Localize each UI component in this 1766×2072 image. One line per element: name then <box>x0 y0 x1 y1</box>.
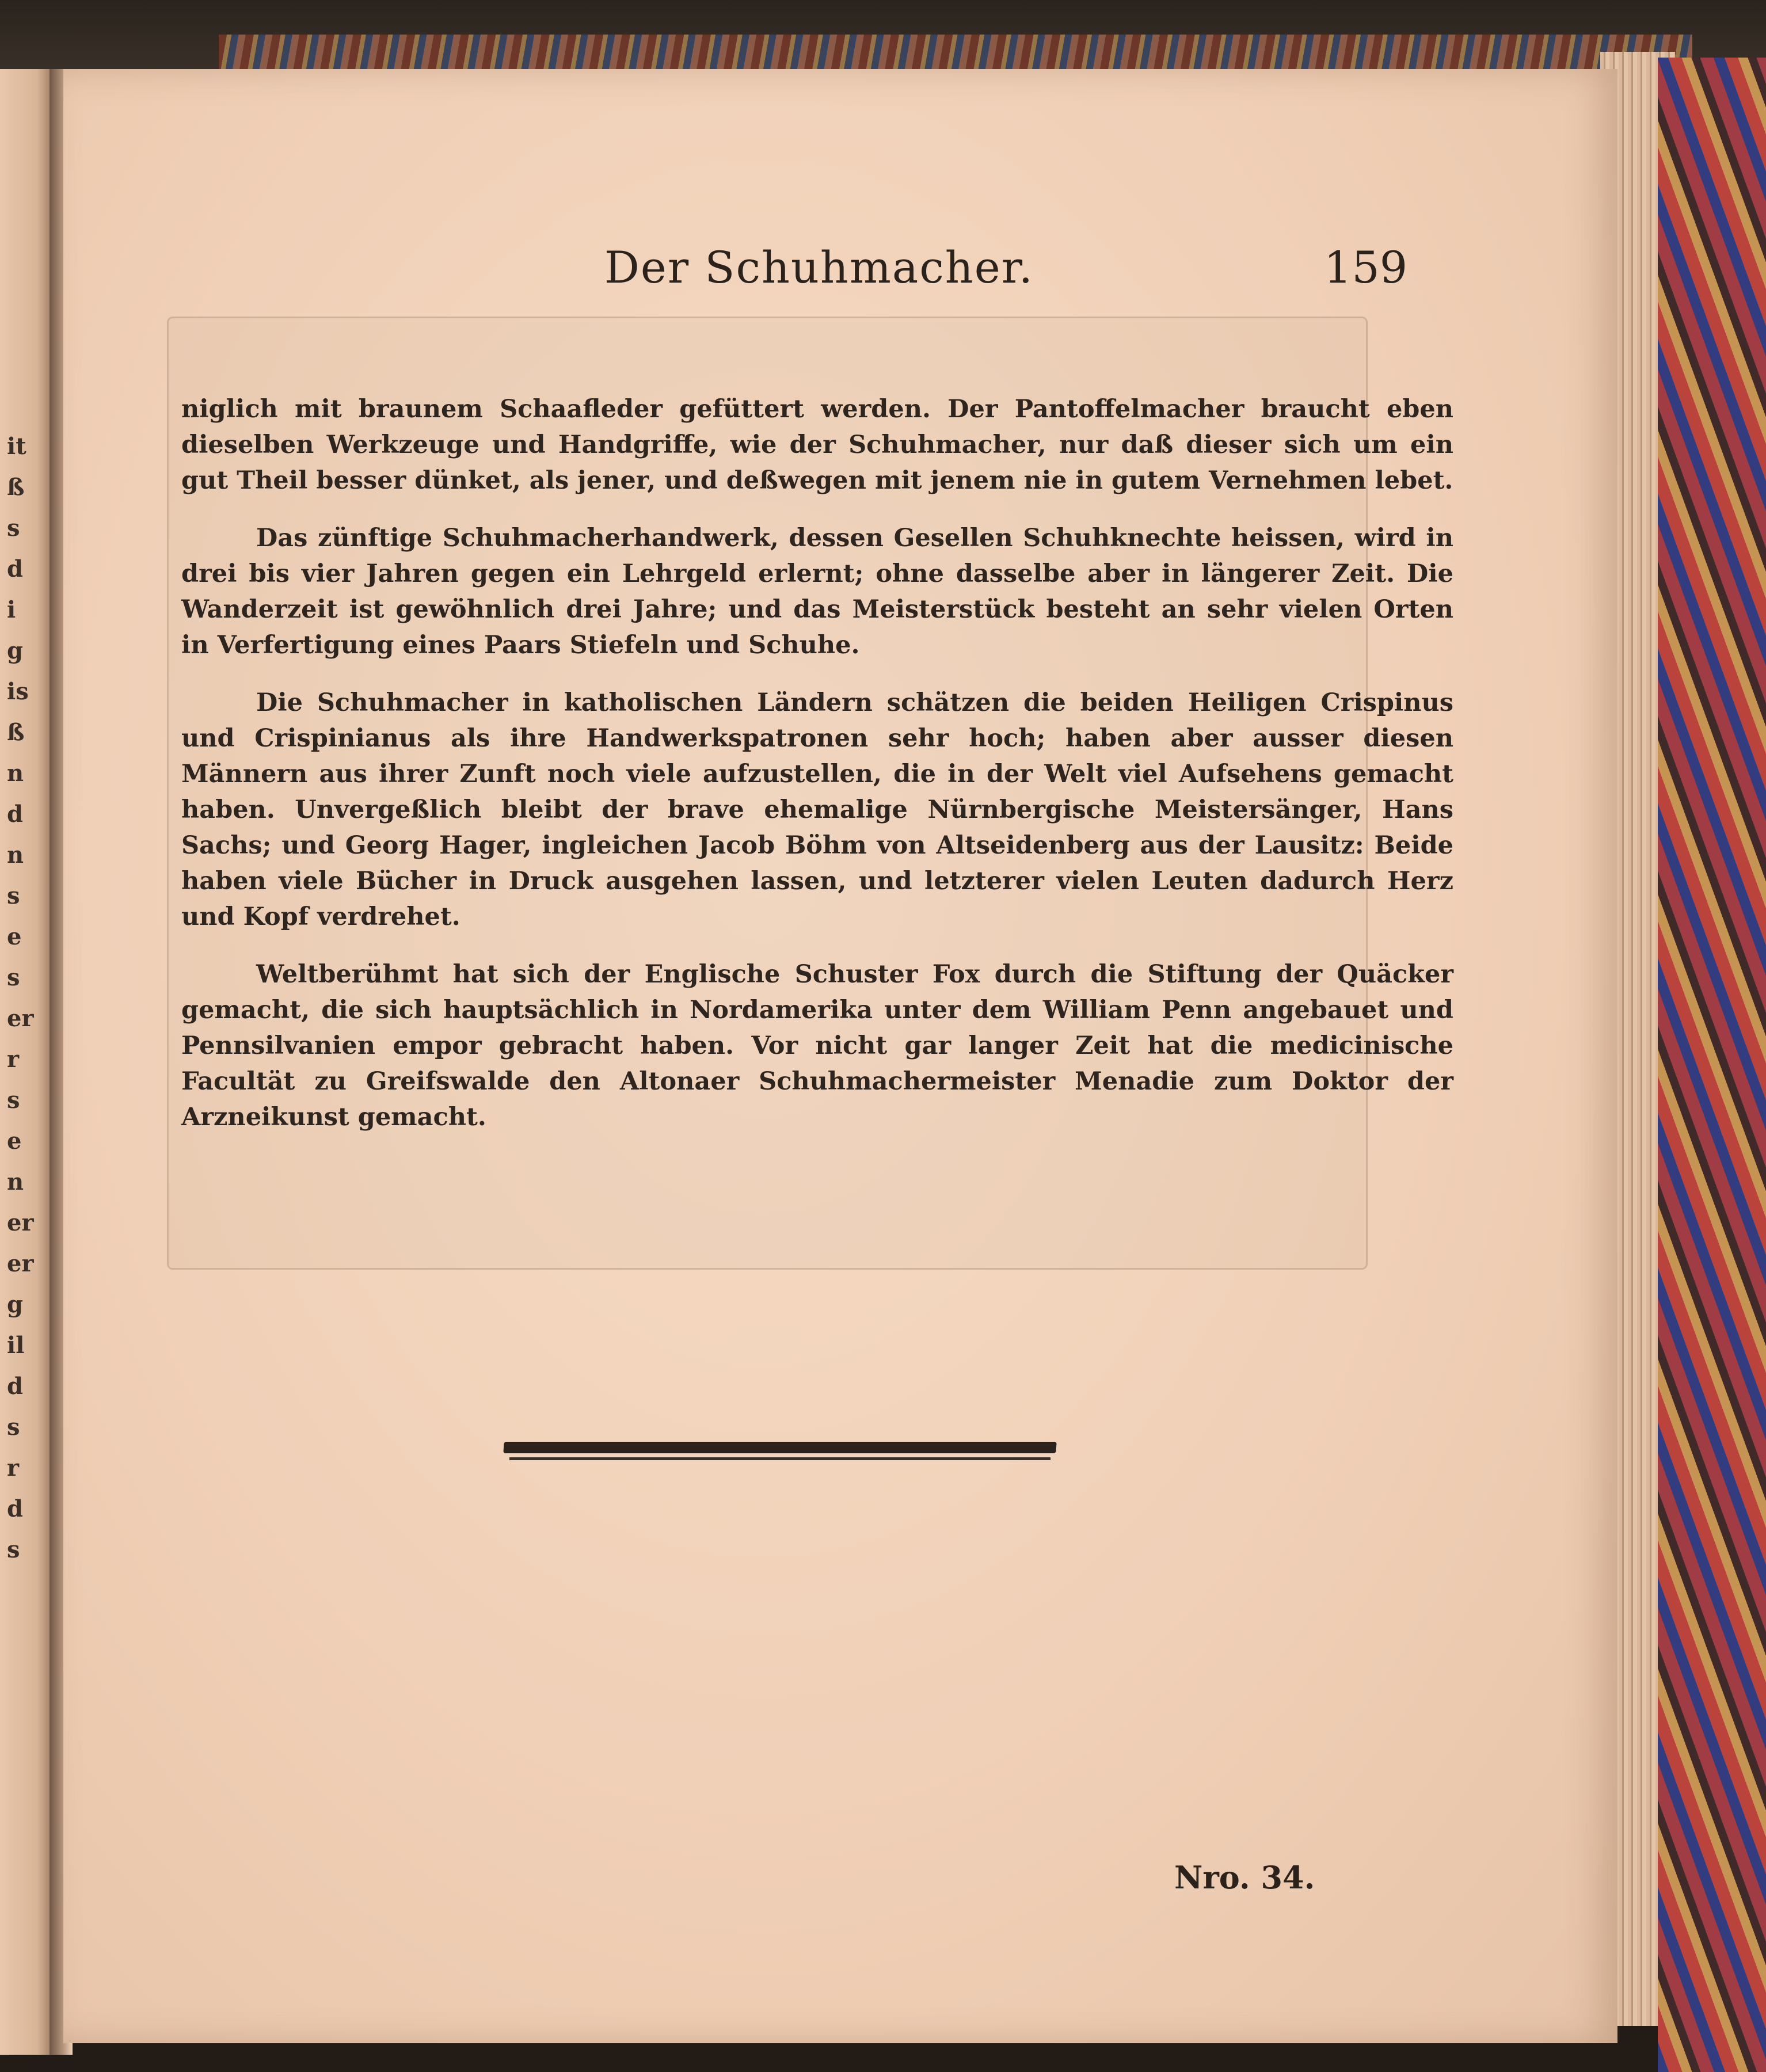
left-fragment: ß <box>7 474 25 501</box>
left-fragment: er <box>7 1250 34 1277</box>
catchword: Nro. 34. <box>1174 1859 1315 1896</box>
paragraph: Weltberühmt hat sich der Englische Schuster Fox durch die Stiftung der Quäcker gemacht, die sich hauptsächlich in Nordamerika unter dem William Penn angebauet und Pennsilvanien empor gebracht haben. Vor nicht gar langer Zeit hat die medicinische Facultät zu Greifswalde den Altonaer Schuhmachermeister Menadie zum Doktor der Arzneikunst gemacht. <box>181 960 1453 1132</box>
running-head <box>63 242 1583 305</box>
body-text <box>181 391 1453 1157</box>
left-fragment: il <box>7 1332 25 1359</box>
page-title: Der Schuhmacher. <box>604 242 1034 293</box>
left-page-text-fragments <box>7 426 47 1570</box>
page-number: 159 <box>1324 242 1408 293</box>
left-fragment: n <box>7 760 24 787</box>
section-rule-thin <box>509 1457 1051 1460</box>
right-page <box>63 69 1617 2043</box>
left-fragment: er <box>7 1005 34 1032</box>
left-fragment: d <box>7 1373 23 1400</box>
left-fragment: i <box>7 596 16 623</box>
left-fragment: s <box>7 1536 20 1563</box>
paragraph: Die Schuhmacher in katholischen Ländern schätzen die beiden Heiligen Crispinus und Crispinianus als ihre Handwerkspatronen sehr hoch; haben aber ausser diesen Männern aus ihrer Zunft noch viele aufzustellen, die in der Welt viel Aufsehens gemacht haben. Unvergeßlich bleibt der brave ehemalige Nürnbergische Meistersänger, Hans Sachs; und Georg Hager, ingleichen Jacob Böhm von Altseidenberg aus der Lausitz: Beide haben viele Bücher in Druck ausgehen lassen, und letzterer vielen Leuten dadurch Herz und Kopf verdrehet. <box>181 688 1453 931</box>
left-fragment: e <box>7 923 22 950</box>
left-fragment: ß <box>7 719 25 746</box>
left-fragment: s <box>7 964 20 991</box>
left-fragment: g <box>7 1291 23 1318</box>
left-fragment: it <box>7 433 26 460</box>
left-fragment: s <box>7 1087 20 1114</box>
left-fragment: d <box>7 555 23 582</box>
left-fragment: n <box>7 1168 24 1195</box>
left-fragment: is <box>7 678 29 705</box>
section-rule <box>503 1442 1056 1453</box>
left-fragment: d <box>7 1495 23 1522</box>
left-fragment: s <box>7 882 20 909</box>
left-fragment: r <box>7 1046 20 1073</box>
left-fragment: e <box>7 1128 22 1155</box>
left-page-sliver <box>0 69 53 2055</box>
left-fragment: g <box>7 637 23 664</box>
paragraph: Das zünftige Schuhmacherhandwerk, dessen Gesellen Schuhknechte heissen, wird in drei bis vier Jahren gegen ein Lehrgeld erlernt; ohne dasselbe aber in längerer Zeit. Die Wanderzeit ist gewöhnlich drei Jahre; und das Meisterstück besteht an sehr vielen Orten in Verfertigung eines Paars Stiefeln und Schuhe. <box>181 524 1453 660</box>
left-fragment: d <box>7 801 23 828</box>
marbled-fore-edge <box>1658 58 1766 2072</box>
left-fragment: s <box>7 1414 20 1441</box>
left-fragment: r <box>7 1454 20 1481</box>
paragraph: niglich mit braunem Schaafleder gefüttert werden. Der Pantoffelmacher braucht eben dieselben Werkzeuge und Handgriffe, wie der Schuhmacher, nur daß dieser sich um ein gut Theil besser dünket, als jener, und deßwegen mit jenem nie in gutem Vernehmen lebet. <box>181 395 1453 495</box>
left-fragment: n <box>7 841 24 869</box>
left-fragment: s <box>7 515 20 542</box>
left-fragment: er <box>7 1209 34 1236</box>
